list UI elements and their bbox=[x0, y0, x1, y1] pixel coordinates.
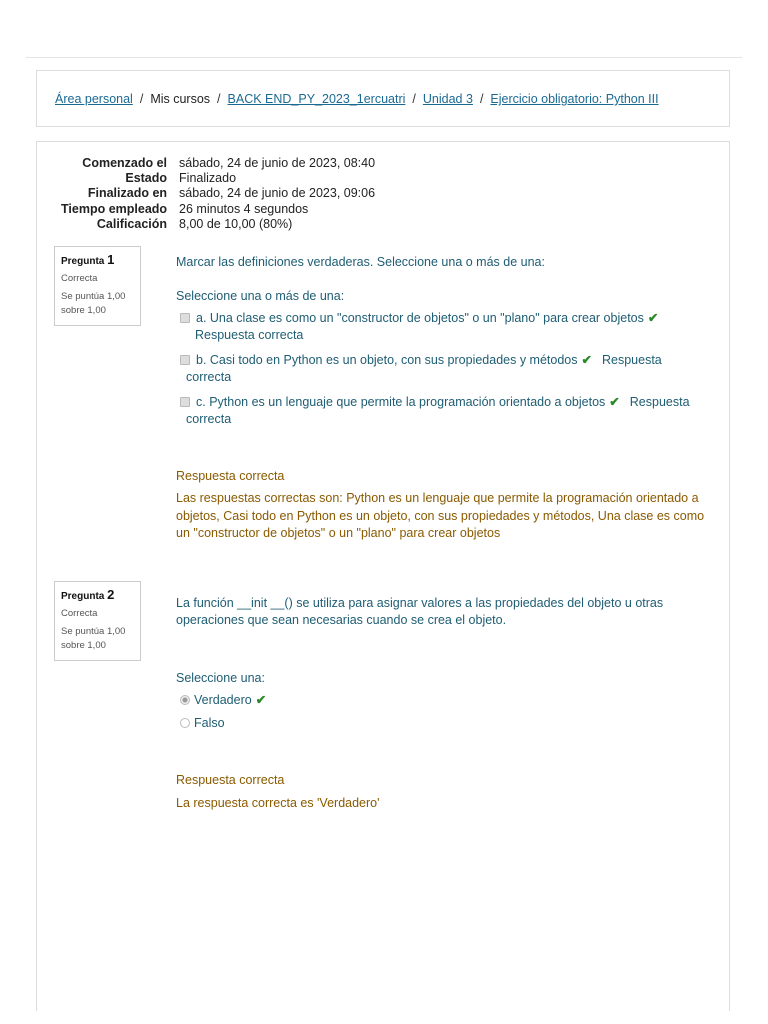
option-b-feedback-cont: correcta bbox=[186, 370, 232, 384]
time-value: 26 minutos 4 segundos bbox=[179, 201, 309, 216]
question-1-option-c bbox=[180, 394, 700, 428]
header-divider bbox=[26, 57, 742, 58]
option-c-label: c. Python es un lenguaje que permite la programación orientado a objetos bbox=[196, 395, 606, 409]
started-value: sábado, 24 de junio de 2023, 08:40 bbox=[179, 156, 376, 170]
option-false-label: Falso bbox=[194, 716, 225, 730]
breadcrumb bbox=[55, 92, 659, 106]
question-2-grade: Se puntúa 1,00 sobre 1,00 bbox=[61, 626, 126, 651]
check-icon: ✔ bbox=[647, 311, 659, 325]
question-2-state: Correcta bbox=[61, 608, 98, 619]
quiz-review-panel bbox=[36, 141, 730, 1011]
breadcrumb-mis-cursos: Mis cursos bbox=[150, 92, 211, 106]
state-label: Estado bbox=[125, 171, 168, 186]
breadcrumb-exercise[interactable]: Ejercicio obligatorio: Python III bbox=[490, 92, 659, 106]
option-b-checkbox[interactable] bbox=[180, 355, 190, 365]
question-2-number bbox=[61, 587, 134, 602]
question-2-info bbox=[54, 581, 141, 661]
state-value: Finalizado bbox=[179, 171, 237, 186]
check-icon: ✔ bbox=[581, 353, 592, 367]
breadcrumb-separator: / bbox=[217, 92, 221, 106]
question-1-number bbox=[61, 252, 134, 267]
check-icon: ✔ bbox=[609, 395, 620, 409]
option-c-feedback-cont: correcta bbox=[186, 412, 232, 426]
breadcrumb-separator: / bbox=[479, 92, 484, 106]
question-2-result: Respuesta correcta bbox=[176, 773, 285, 787]
question-1-option-b bbox=[180, 352, 700, 386]
question-2-text: La función __init __() se utiliza para asignar valores a las propiedades del objeto u otras operaciones que sean necesarias cuando se crea el objeto. bbox=[176, 596, 664, 627]
breadcrumb-area-personal[interactable]: Área personal bbox=[55, 92, 133, 106]
breadcrumb-separator: / bbox=[139, 92, 144, 106]
option-a-label: a. Una clase es como un "constructor de objetos" o un "plano" para crear objetos bbox=[196, 311, 644, 325]
option-a-checkbox[interactable] bbox=[180, 313, 190, 323]
started-label: Comenzado el bbox=[82, 156, 168, 170]
question-1-option-a bbox=[180, 310, 700, 344]
finished-label: Finalizado en bbox=[87, 186, 168, 201]
option-c-feedback: Respuesta bbox=[629, 395, 690, 409]
check-icon: ✔ bbox=[255, 693, 267, 707]
grade-value: 8,00 de 10,00 (80%) bbox=[179, 216, 293, 231]
option-b-label: b. Casi todo en Python es un objeto, con sus propiedades y métodos bbox=[196, 353, 578, 367]
question-1-answer: Las respuestas correctas son: Python es un lenguaje que permite la programación orientado a objetos, Casi todo en Python es un objeto, con sus propiedades y métodos, Una clase es como un "constructor de objetos" o un "plano" para crear objetos bbox=[176, 491, 705, 540]
question-1-grade: Se puntúa 1,00 sobre 1,00 bbox=[61, 291, 126, 316]
question-2-prompt: Seleccione una: bbox=[176, 671, 265, 685]
breadcrumb-unit[interactable]: Unidad 3 bbox=[422, 92, 473, 106]
question-2-option-true bbox=[180, 692, 700, 709]
question-1-state: Correcta bbox=[61, 273, 98, 284]
question-number: 1 bbox=[107, 252, 115, 267]
finished-value: sábado, 24 de junio de 2023, 09:06 bbox=[179, 186, 376, 201]
option-a-feedback: Respuesta correcta bbox=[195, 328, 304, 342]
question-2-option-false bbox=[180, 715, 700, 732]
grade-label: Calificación bbox=[96, 216, 168, 231]
time-label: Tiempo empleado bbox=[61, 201, 168, 216]
question-1-info bbox=[54, 246, 141, 326]
breadcrumb-separator: / bbox=[412, 92, 416, 106]
option-true-radio[interactable] bbox=[180, 695, 190, 705]
question-1-text: Marcar las definiciones verdaderas. Seleccione una o más de una: bbox=[176, 255, 545, 269]
question-1-prompt: Seleccione una o más de una: bbox=[176, 289, 345, 303]
option-true-label: Verdadero bbox=[194, 693, 252, 707]
question-label: Pregunta bbox=[61, 256, 105, 267]
question-1-result: Respuesta correcta bbox=[176, 469, 285, 483]
option-b-feedback: Respuesta bbox=[601, 353, 662, 367]
breadcrumb-course[interactable]: BACK END_PY_2023_1ercuatri bbox=[227, 92, 406, 106]
breadcrumb-panel bbox=[36, 70, 730, 127]
question-2-answer: La respuesta correcta es 'Verdadero' bbox=[176, 796, 380, 810]
option-false-radio[interactable] bbox=[180, 718, 190, 728]
question-number: 2 bbox=[107, 587, 115, 602]
option-c-checkbox[interactable] bbox=[180, 397, 190, 407]
attempt-summary bbox=[61, 156, 375, 232]
question-label: Pregunta bbox=[61, 591, 105, 602]
